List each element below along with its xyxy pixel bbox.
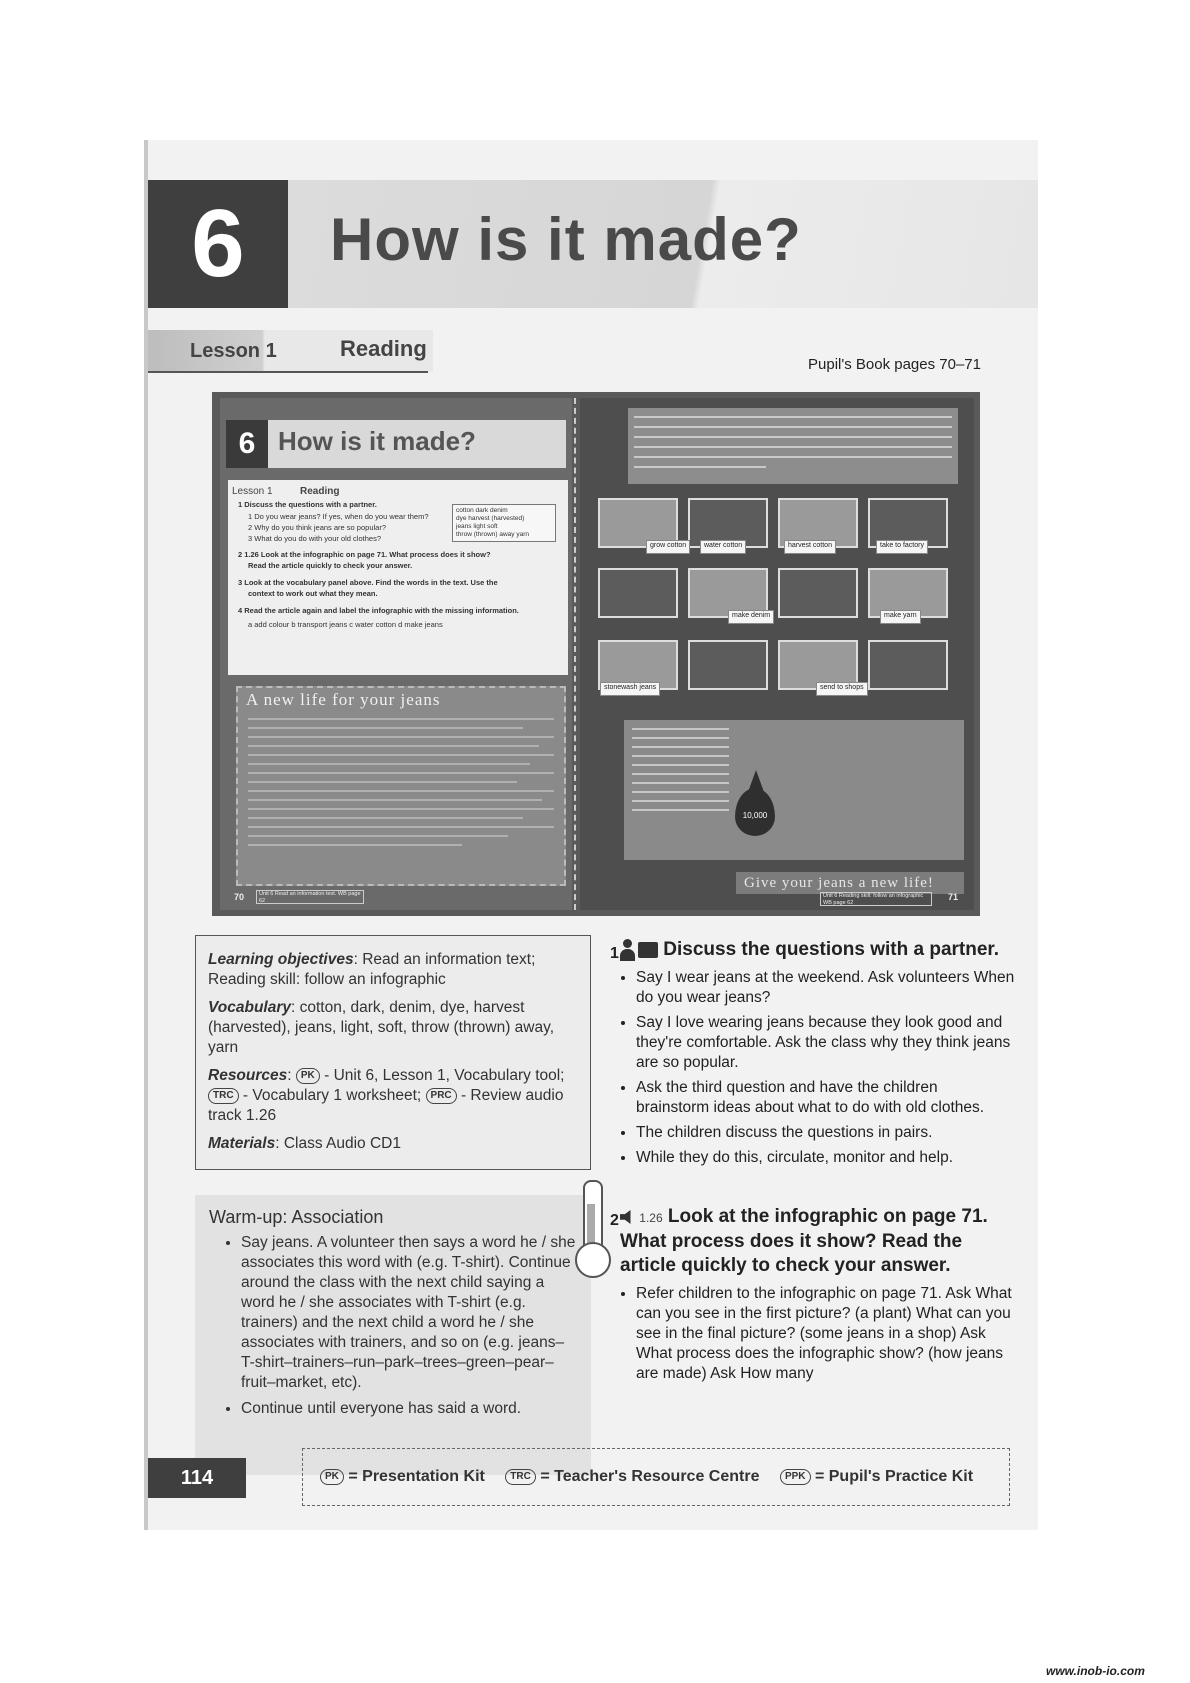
thermometer-bulb-icon [575,1242,611,1278]
legend-pk: PK = Presentation Kit [320,1468,485,1485]
q1-number: 1 [610,945,619,962]
thumbnail-article-text [248,718,554,853]
q2-section [620,1205,1015,1389]
thumbnail-exercise-line: a add colour b transport jeans c water cotton d make jeans [248,620,443,629]
unit-title: How is it made? [330,206,802,273]
unit-number: 6 [148,180,288,308]
infographic-label: grow cotton [646,540,690,554]
q1-section [620,938,1015,1173]
vocab-line: dye harvest (harvested) [456,515,525,522]
q1-bullet: • Ask the third question and have the children brainstorm ideas about what to do with old clothes. [636,1078,1015,1118]
infographic-picture [688,640,768,690]
warmup-title: Warm-up: Association [209,1207,384,1227]
q1-title: Discuss the questions with a partner. [620,938,1015,962]
legend-ppk: PPK = Pupil's Practice Kit [780,1468,973,1485]
trc-badge: TRC [208,1088,239,1104]
infographic-label: water cotton [700,540,746,554]
q2-number: 2 [610,1212,619,1229]
thumbnail-left-footer: Unit 6 Read an information text. WB page 62 [256,890,364,904]
infographic-label: take to factory [876,540,928,554]
infographic-label: make denim [728,610,774,624]
thumbnail-exercise-line: 3 What do you do with your old clothes? [248,534,381,543]
vocab-line: throw (thrown) away yarn [456,531,529,538]
pupils-book-pages: Pupil's Book pages 70–71 [808,356,981,373]
thumbnail-exercise-line: 3 Look at the vocabulary panel above. Find the words in the text. Use the [238,578,498,587]
thumbnail-exercise-line: 2 1.26 Look at the infographic on page 71. What process does it show? [238,550,491,559]
infographic-label: send to shops [816,682,868,696]
infographic-picture [868,640,948,690]
thumbnail-lesson-label: Lesson 1 [232,486,273,497]
q1-bullet: • Say I love wearing jeans because they look good and they're comfortable. Ask the class why they think jeans are so popular. [636,1013,1015,1073]
thumbnail-exercise-line: Read the article quickly to check your answer. [248,561,413,570]
thumbnail-intro-text [628,408,958,484]
infographic-label: stonewash jeans [600,682,660,696]
objectives-box [195,935,591,1170]
prc-badge: PRC [426,1088,457,1104]
thumbnail-title: How is it made? [278,426,476,456]
q2-bullet: • Refer children to the infographic on page 71. Ask What can you see in the first picture? (a plant) What can you see in the final picture? (some jeans in a shop) Ask What process does the infographic show? (how jeans are made) Ask How many [636,1284,1015,1384]
infographic-label: harvest cotton [784,540,836,554]
thumbnail-exercise-line: 4 Read the article again and label the infographic with the missing information. [238,606,519,615]
thumbnail-suggestions-box [624,720,964,860]
thumbnail-exercise-line: 1 Do you wear jeans? If yes, when do you wear them? [248,512,429,521]
warmup-box [195,1195,591,1475]
infographic-picture [778,568,858,618]
q2-title: 1.26 Look at the infographic on page 71. What process does it show? Read the article quickly to check your answer. [620,1206,988,1276]
vocab-line: cotton dark denim [456,507,508,514]
q1-bullet: • The children discuss the questions in pairs. [636,1123,1015,1143]
lesson-rule [148,371,428,373]
q1-bullet: • Say I wear jeans at the weekend. Ask volunteers When do you wear jeans? [636,968,1015,1008]
warmup-bullet: • Say jeans. A volunteer then says a word he / she associates this word with (e.g. T-shirt). Continue around the class with the next child saying a word he / she associates with T-shirt (e.g. trainers) and the next child a word he / she associates with trainers, and so on (e.g. jeans–T-shirt–trainers–run–park–trees–green–pear–fruit–market, etc). [241,1233,577,1393]
thumbnail-left-page-number: 70 [234,892,245,902]
thumbnail-right-footer: Unit 6 Reading skill: follow an infographic WB page 62 [820,892,932,906]
lesson-type: Reading [340,336,427,361]
thumbnail-fold [574,398,578,910]
thumbnail-exercise-line: 1 Discuss the questions with a partner. [238,500,377,509]
thumbnail-banner: Give your jeans a new life! [736,872,964,894]
thumbnail-right-page-number: 71 [948,892,959,902]
resources: Resources: PK - Unit 6, Lesson 1, Vocabulary tool; TRC - Vocabulary 1 worksheet; PRC - Review audio track 1.26 [208,1067,565,1124]
thumbnail-lesson-type: Reading [300,486,340,497]
thumbnail-vocab-panel [452,504,556,542]
pk-badge: PK [296,1068,320,1084]
thumbnail-exercise-line: 2 Why do you think jeans are so popular? [248,523,386,532]
thumbnail-exercise-line: context to work out what they mean. [248,589,378,598]
legend-items [320,1468,989,1486]
lesson-label: Lesson 1 [190,340,277,362]
legend-trc: TRC = Teacher's Resource Centre [505,1468,759,1485]
q1-bullet: • While they do this, circulate, monitor and help. [636,1148,1015,1168]
warmup-bullet: • Continue until everyone has said a word. [241,1399,577,1419]
infographic-label: make yarn [880,610,921,624]
vocabulary: Vocabulary: cotton, dark, denim, dye, harvest (harvested), jeans, light, soft, throw (thrown) away, yarn [208,999,555,1056]
page-number: 114 [148,1458,246,1498]
pair-work-icon [620,939,634,961]
materials: Materials: Class Audio CD1 [208,1135,401,1152]
learning-objectives: Learning objectives: Read an information text; Reading skill: follow an infographic [208,951,536,988]
site-watermark: www.inob-io.com [1046,1664,1145,1678]
thumbnail-unit-number: 6 [226,420,268,468]
thumbnail-article-title: A new life for your jeans [246,690,441,709]
infographic-picture [598,568,678,618]
speech-bubble-icon [638,942,658,958]
audio-track: 1.26 [639,1211,663,1225]
vocab-line: jeans light soft [456,523,498,530]
audio-speaker-icon [620,1210,634,1224]
water-drop-label: 10,000 [735,788,775,836]
